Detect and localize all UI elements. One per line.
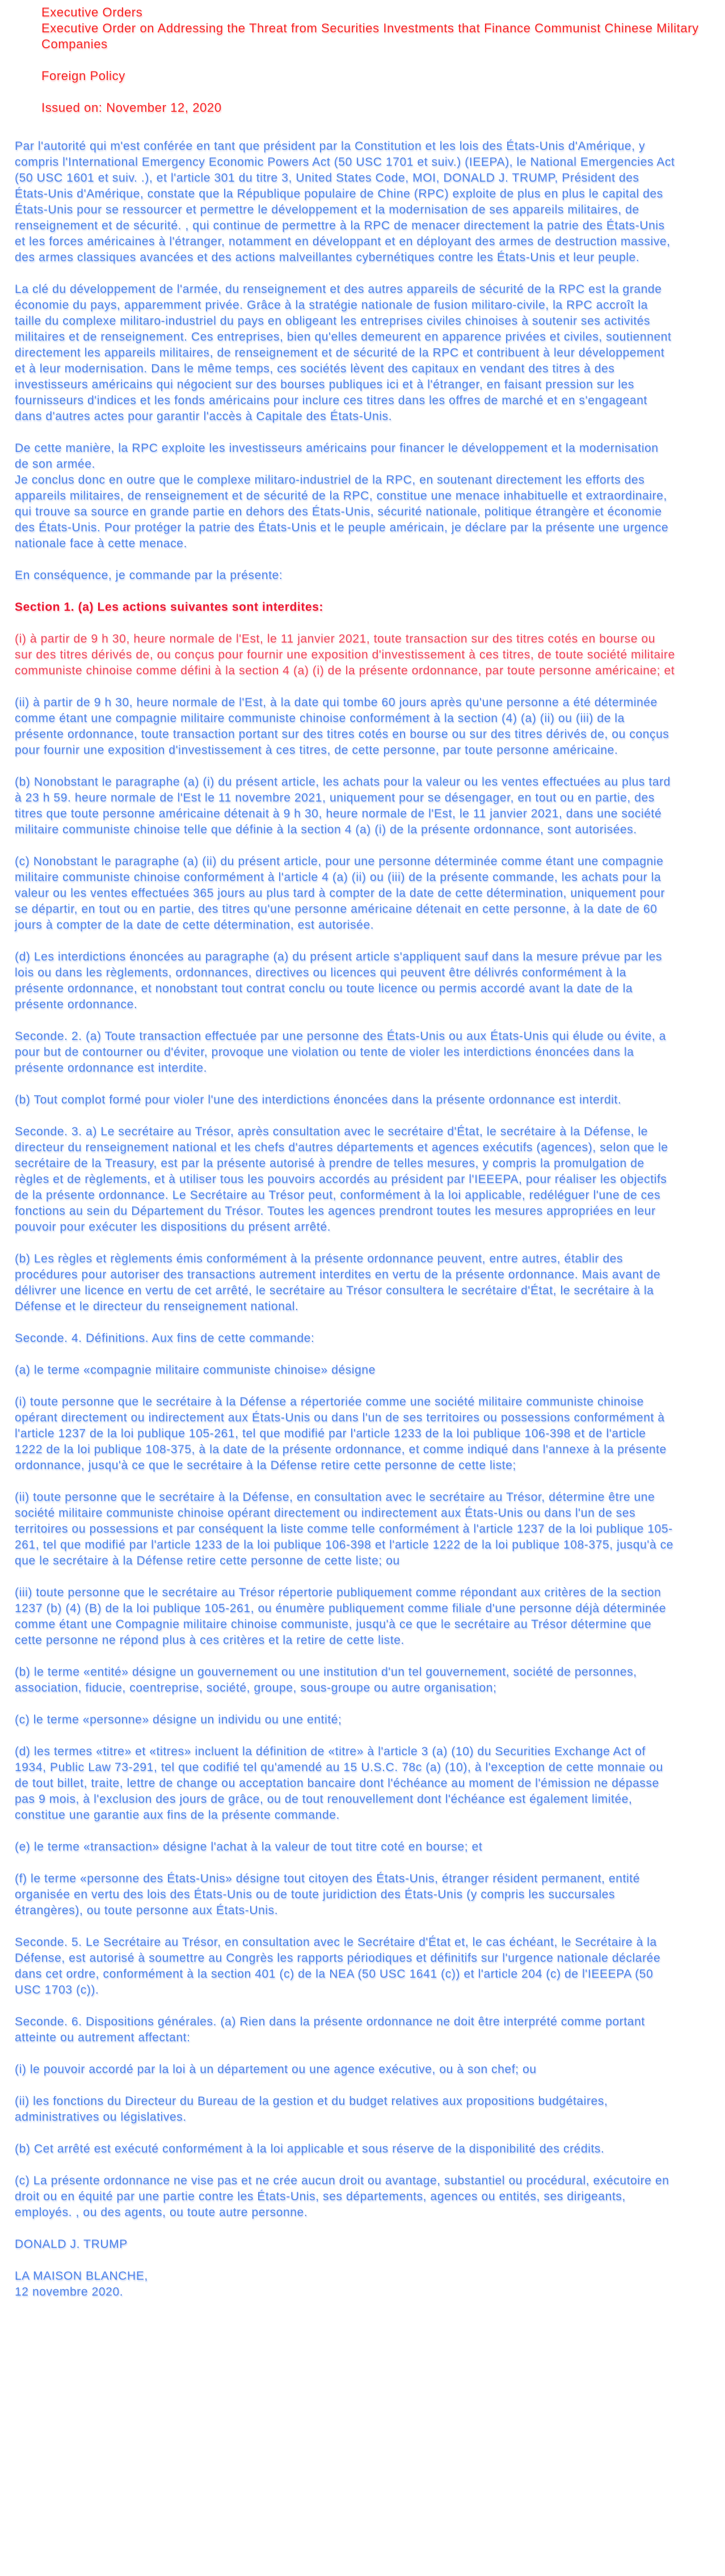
section-4-a-i: (i) toute personne que le secrétaire à la Défense a répertoriée comme une société militaire communiste chinoise opérant directement ou indirectement aux États-Unis ou dans l'un de ses territoires ou possessions conformément à l'article 1237 de la loi publique 105-261, tel que modifié par l'article 1233 de la loi publique 106-398 et de l'article 1222 de la loi publique 108-375, à la date de la présente ordonnance, et comme indiqué dans l'annexe à la présente ordonnance, jusqu'à ce que le secrétaire à la Défense retire cette personne de cette liste; (15, 1395, 671, 1472)
section-1-a-ii: (ii) à partir de 9 h 30, heure normale de l'Est, à la date qui tombe 60 jours après qu'une personne a été déterminée comme étant une compagnie militaire communiste chinoise conformément à la section (4) (a) (ii) ou (iii) de la présente ordonnance, toute transaction portant sur des titres cotés en bourse ou sur des titres dérivés de, ou conçus pour fournir une exposition d'investissement à ces titres, de cette personne, par toute personne américaine. (15, 696, 673, 757)
section-1-c: (c) Nonobstant le paragraphe (a) (ii) du présent article, pour une personne déterminée comme étant une compagnie militaire communiste chinoise conformément à l'article 4 (a) (ii) ou (iii) de la présente commande, les achats pour la valeur ou les ventes effectuées 365 jours au plus tard à compter de la date de cette détermination, uniquement pour se départir, en tout ou en partie, des titres qu'une personne américaine détenait en cette personne, à la date de 60 jours à compter de la date de cette détermination, est autorisée. (15, 855, 669, 932)
section-6-a-i: (i) le pouvoir accordé par la loi à un département ou une agence exécutive, ou à son chef; ou (15, 2063, 537, 2076)
section-6-c: (c) La présente ordonnance ne vise pas et ne crée aucun droit ou avantage, substantiel ou procédural, exécutoire en droit ou en équité par une partie contre les États-Unis, ses départements, agences ou entités, ses dirigeants, employés. , ou des agents, ou toute autre personne. (15, 2174, 673, 2219)
signature-place: LA MAISON BLANCHE, (15, 2269, 148, 2283)
order-lead-in: En conséquence, je commande par la présente: (15, 569, 283, 582)
section-6-a-ii: (ii) les fonctions du Directeur du Bureau de la gestion et du budget relatives aux propositions budgétaires, administratives ou législatives. (15, 2095, 612, 2124)
doc-title-line: Executive Order on Addressing the Threat from Securities Investments that Finance Communist Chinese Military Companies (41, 21, 703, 51)
section-1-d: (d) Les interdictions énoncées au paragraphe (a) du présent article s'appliquent sauf dans la mesure prévue par les lois ou dans les règlements, ordonnances, directives ou licences qui peuvent être délivrés conformément à la présente ordonnance, et nonobstant tout contrat conclu ou toute licence ou permis accordé avant la date de la présente ordonnance. (15, 950, 666, 1011)
section-1-a-i: (i) à partir de 9 h 30, heure normale de l'Est, le 11 janvier 2021, toute transaction sur des titres cotés en bourse ou sur des titres dérivés de, ou conçus pour fournir une exposition d'investissement à ces titres, de toute société militaire communiste chinoise comme défini à la section 4 (a) (i) de la présente ordonnance, par toute personne américaine; et (15, 632, 679, 677)
section-4-e: (e) le terme «transaction» désigne l'achat à la valeur de tout titre coté en bourse; et (15, 1840, 483, 1853)
section-2-a: Seconde. 2. (a) Toute transaction effectuée par une personne des États-Unis ou aux États-Unis qui élude ou évite, a pour but de contourner ou d'éviter, provoque une violation ou tente de violer les interdictions énoncées dans la présente ordonnance est interdite. (15, 1030, 670, 1075)
doc-type-line: Executive Orders (41, 5, 143, 19)
document-body (0, 139, 725, 2300)
doc-category-line: Foreign Policy (41, 69, 125, 83)
signature-date: 12 novembre 2020. (15, 2285, 124, 2298)
intro-paragraph: Par l'autorité qui m'est conférée en tant que président par la Constitution et les lois des États-Unis d'Amérique, y compris l'International Emergency Economic Powers Act (50 USC 1701 et suiv.) (IEEPA), le National Emergencies Act (50 USC 1601 et suiv. .), et l'article 301 du titre 3, United States Code, MOI, DONALD J. TRUMP, Président des États-Unis d'Amérique, constate que la République populaire de Chine (RPC) exploite de plus en plus le capital des États-Unis pour se ressourcer et permettre le développement et la modernisation de ses appareils militaires, de renseignement et de sécurité. , qui continue de permettre à la RPC de menacer directement la patrie des États-Unis et les forces américaines à l'étranger, notamment en développant et en déployant des armes de destruction massive, des armes classiques avancées et des actions malveillantes cybernétiques contre les États-Unis et leur peuple. (15, 140, 678, 264)
section-6-b: (b) Cet arrêté est exécuté conformément à la loi applicable et sous réserve de la disponibilité des crédits. (15, 2142, 605, 2155)
section-3-b: (b) Les règles et règlements émis conformément à la présente ordonnance peuvent, entre autres, établir des procédures pour autoriser des transactions autrement interdites en vertu de la présente ordonnance. Mais avant de délivrer une licence en vertu de cet arrêté, le secrétaire au Trésor consultera le secrétaire d'État, le secrétaire à la Défense et le directeur du renseignement national. (15, 1252, 664, 1313)
section-4-heading: Seconde. 4. Définitions. Aux fins de cette commande: (15, 1332, 315, 1345)
doc-issued-date: Issued on: November 12, 2020 (41, 100, 222, 115)
signature-name: DONALD J. TRUMP (15, 2238, 128, 2251)
document-header (0, 0, 725, 116)
section-4-a: (a) le terme «compagnie militaire communiste chinoise» désigne (15, 1363, 376, 1377)
section-3-a: Seconde. 3. a) Le secrétaire au Trésor, après consultation avec le secrétaire d'État, le secrétaire à la Défense, le directeur du renseignement national et les chefs d'autres départements et agences exécutifs (agences), selon que le secrétaire de la Treasury, est par la présente autorisé à prendre de telles mesures, y compris la promulgation de règles et de règlements, et à utiliser tous les pouvoirs accordés au président par l'IEEEPA, pour réaliser les objectifs de la présente ordonnance. Le Secrétaire au Trésor peut, conformément à la loi applicable, redéléguer l'une de ces fonctions au sein du Département du Trésor. Toutes les agences prendront toutes les mesures appropriées en leur pouvoir pour exécuter les dispositions du présent arrêté. (15, 1125, 672, 1234)
section-4-f: (f) le terme «personne des États-Unis» désigne tout citoyen des États-Unis, étranger résident permanent, entité organisée en vertu des lois des États-Unis ou de toute juridiction des États-Unis (y compris les succursales étrangères), ou toute personne aux États-Unis. (15, 1872, 644, 1917)
conclusion-paragraph: Je conclus donc en outre que le complexe militaro-industriel de la RPC, en soutenant directement les efforts des appareils militaires, de renseignement et de sécurité de la RPC, constitue une menace inhabituelle et extraordinaire, qui trouve sa source en grande partie en dehors des États-Unis, sécurité nationale, politique étrangère et économie des États-Unis. Pour protéger la patrie des États-Unis et le peuple américain, je déclare par la présente une urgence nationale face à cette menace. (15, 473, 672, 550)
context-paragraph: La clé du développement de l'armée, du renseignement et des autres appareils de sécurité de la RPC est la grande économie du pays, apparemment privée. Grâce à la stratégie nationale de fusion militaro-civile, la RPC accroît la taille du complexe militaro-industriel du pays en obligeant les entreprises civiles chinoises à soutenir ses activités militaires et de renseignement. Ces entreprises, bien qu'elles demeurent en apparence privées et civiles, soutiennent directement les appareils militaires, de renseignement et de sécurité de la RPC et contribuent à leur développement et à leur modernisation. Dans le même temps, ces sociétés lèvent des capitaux en vendant des titres à des investisseurs américains qui négocient sur des bourses publiques ici et à l'étranger, en faisant pression sur les fournisseurs d'indices et les fonds américains pour inclure ces titres dans les offres de marché et en s'engageant dans d'autres actes pour garantir l'accès à Capitale des États-Unis. (15, 283, 675, 423)
section-6-a: Seconde. 6. Dispositions générales. (a) Rien dans la présente ordonnance ne doit être interprété comme portant atteinte ou autrement affectant: (15, 2015, 649, 2044)
section-1-heading: Section 1. (a) Les actions suivantes sont interdites: (15, 601, 324, 614)
section-4-a-iii: (iii) toute personne que le secrétaire au Trésor répertorie publiquement comme répondant aux critères de la section 1237 (b) (4) (B) de la loi publique 105-261, ou énumère publiquement comme filiale d'une personne déjà déterminée comme étant une Compagnie militaire chinoise communiste, jusqu'à ce que le secrétaire au Trésor détermine que cette personne ne répond plus à ces critères et la retire de cette liste. (15, 1586, 670, 1647)
section-4-d: (d) les termes «titre» et «titres» incluent la définition de «titre» à l'article 3 (a) (10) du Securities Exchange Act of 1934, Public Law 73-291, tel que codifié tel qu'amendé au 15 U.S.C. 78c (a) (10), à l'exception de cette monnaie ou de tout billet, traite, lettre de change ou acceptation bancaire dont l'échéance au moment de l'émission ne dépasse pas 9 mois, à l'exclusion des jours de grâce, ou de tout renouvellement dont l'échéance est également limitée, constitue une garantie aux fins de la présente commande. (15, 1745, 667, 1822)
section-5: Seconde. 5. Le Secrétaire au Trésor, en consultation avec le Secrétaire d'État et, le cas échéant, le Secrétaire à la Défense, est autorisé à soumettre au Congrès les rapports périodiques et définitifs sur l'urgence nationale déclarée dans cet ordre, conformément à la section 401 (c) de la NEA (50 USC 1641 (c)) et l'article 204 (c) de l'IEEEPA (50 USC 1703 (c)). (15, 1936, 664, 1996)
finding-paragraph: De cette manière, la RPC exploite les investisseurs américains pour financer le développement et la modernisation de son armée. (15, 442, 663, 471)
section-4-a-ii: (ii) toute personne que le secrétaire à la Défense, en consultation avec le secrétaire au Trésor, détermine être une société militaire communiste chinoise opérant directement ou indirectement aux États-Unis ou dans l'un de ses territoires ou possessions et par conséquent la liste comme telle conformément à l'article 1237 de la loi publique 105-261, tel que modifié par l'article 1233 de la loi publique 106-398 et l'article 1222 de la loi publique 108-375, jusqu'à ce que le secrétaire à la Défense retire cette personne de cette liste; ou (15, 1491, 677, 1567)
section-2-b: (b) Tout complot formé pour violer l'une des interdictions énoncées dans la présente ordonnance est interdit. (15, 1093, 622, 1106)
section-1-b: (b) Nonobstant le paragraphe (a) (i) du présent article, les achats pour la valeur ou les ventes effectuées au plus tard à 23 h 59. heure normale de l'Est le 11 novembre 2021, uniquement pour se désengager, en tout ou en partie, des titres que toute personne américaine détenait à 9 h 30, heure normale de l'Est, le 11 janvier 2021, dans une société militaire communiste chinoise telle que définie à la section 4 (a) (i) de la présente ordonnance, sont autorisées. (15, 775, 675, 836)
section-4-c: (c) le terme «personne» désigne un individu ou une entité; (15, 1713, 342, 1726)
section-4-b: (b) le terme «entité» désigne un gouvernement ou une institution d'un tel gouvernement, société de personnes, association, fiducie, coentreprise, société, groupe, sous-groupe ou autre organisation; (15, 1665, 641, 1694)
